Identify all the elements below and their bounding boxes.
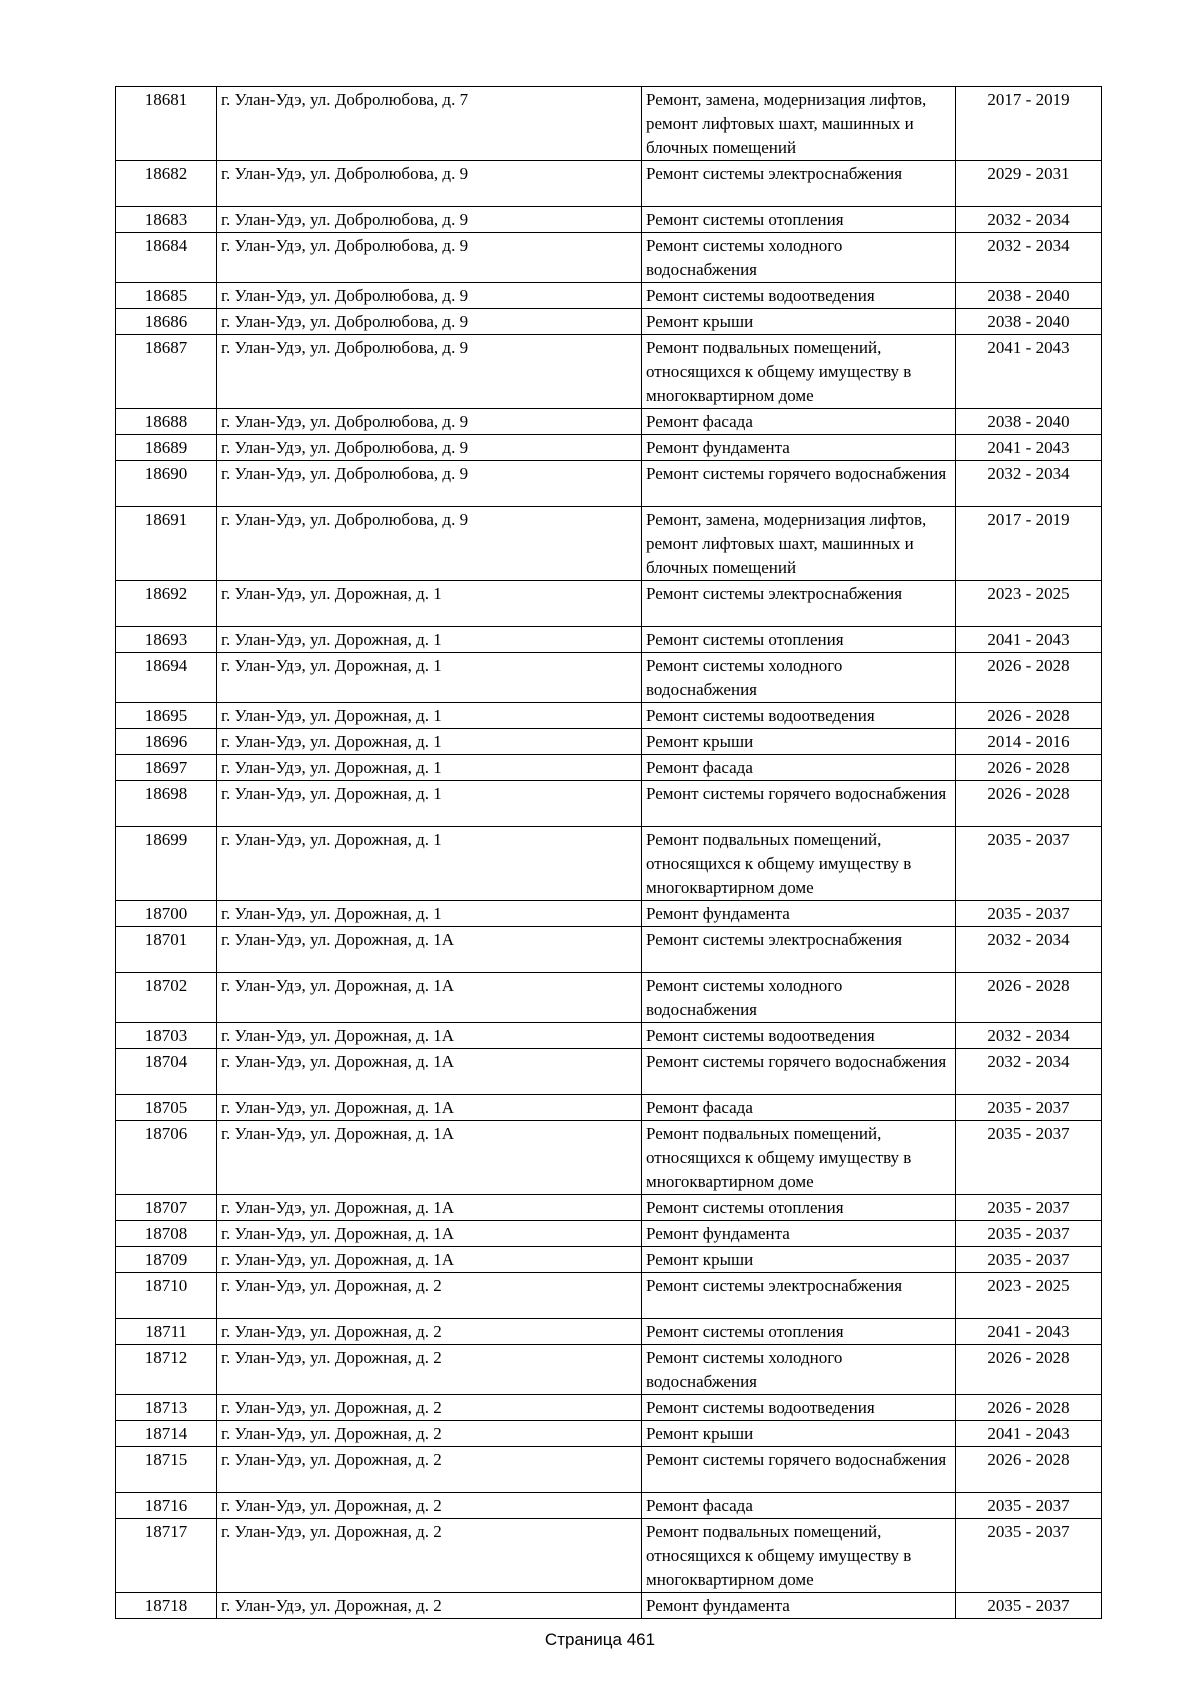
period-cell: 2035 - 2037 [956, 1095, 1102, 1121]
row-number-cell: 18703 [116, 1023, 217, 1049]
row-number-cell: 18716 [116, 1493, 217, 1519]
work-type-cell: Ремонт системы электроснабжения [642, 161, 956, 207]
work-type-cell: Ремонт подвальных помещений, относящихся к общему имуществу в многоквартирном доме [642, 1519, 956, 1593]
row-number-cell: 18685 [116, 283, 217, 309]
table-row [116, 283, 1102, 309]
row-number-cell: 18707 [116, 1195, 217, 1221]
address-cell: г. Улан-Удэ, ул. Дорожная, д. 1А [217, 1121, 642, 1195]
address-cell: г. Улан-Удэ, ул. Дорожная, д. 1А [217, 1247, 642, 1273]
period-cell: 2032 - 2034 [956, 1049, 1102, 1095]
work-type-cell: Ремонт системы горячего водоснабжения [642, 781, 956, 827]
row-number-cell: 18718 [116, 1593, 217, 1619]
period-cell: 2035 - 2037 [956, 1221, 1102, 1247]
address-cell: г. Улан-Удэ, ул. Дорожная, д. 2 [217, 1319, 642, 1345]
address-cell: г. Улан-Удэ, ул. Дорожная, д. 2 [217, 1519, 642, 1593]
table-row [116, 335, 1102, 409]
period-cell: 2017 - 2019 [956, 507, 1102, 581]
table-row [116, 1493, 1102, 1519]
address-cell: г. Улан-Удэ, ул. Добролюбова, д. 9 [217, 161, 642, 207]
address-cell: г. Улан-Удэ, ул. Дорожная, д. 1 [217, 729, 642, 755]
address-cell: г. Улан-Удэ, ул. Добролюбова, д. 9 [217, 507, 642, 581]
row-number-cell: 18681 [116, 87, 217, 161]
row-number-cell: 18698 [116, 781, 217, 827]
period-cell: 2032 - 2034 [956, 927, 1102, 973]
table-row [116, 827, 1102, 901]
period-cell: 2032 - 2034 [956, 207, 1102, 233]
period-cell: 2035 - 2037 [956, 901, 1102, 927]
table-row [116, 1273, 1102, 1319]
work-type-cell: Ремонт фундамента [642, 1221, 956, 1247]
table-row [116, 87, 1102, 161]
table-row [116, 901, 1102, 927]
period-cell: 2035 - 2037 [956, 1195, 1102, 1221]
period-cell: 2035 - 2037 [956, 1247, 1102, 1273]
row-number-cell: 18683 [116, 207, 217, 233]
work-type-cell: Ремонт фасада [642, 755, 956, 781]
row-number-cell: 18710 [116, 1273, 217, 1319]
period-cell: 2026 - 2028 [956, 1345, 1102, 1395]
period-cell: 2041 - 2043 [956, 1421, 1102, 1447]
period-cell: 2023 - 2025 [956, 1273, 1102, 1319]
row-number-cell: 18709 [116, 1247, 217, 1273]
work-type-cell: Ремонт системы водоотведения [642, 283, 956, 309]
table-row [116, 1195, 1102, 1221]
table-row [116, 729, 1102, 755]
page-number-label: Страница 461 [544, 1630, 656, 1649]
address-cell: г. Улан-Удэ, ул. Дорожная, д. 1А [217, 1049, 642, 1095]
work-type-cell: Ремонт системы отопления [642, 1195, 956, 1221]
period-cell: 2026 - 2028 [956, 653, 1102, 703]
table-row [116, 1447, 1102, 1493]
period-cell: 2032 - 2034 [956, 233, 1102, 283]
table-row [116, 1319, 1102, 1345]
work-type-cell: Ремонт системы холодного водоснабжения [642, 1345, 956, 1395]
work-type-cell: Ремонт системы горячего водоснабжения [642, 1049, 956, 1095]
table-row [116, 207, 1102, 233]
period-cell: 2041 - 2043 [956, 627, 1102, 653]
work-type-cell: Ремонт системы водоотведения [642, 1023, 956, 1049]
work-type-cell: Ремонт фундамента [642, 901, 956, 927]
table-row [116, 1395, 1102, 1421]
work-type-cell: Ремонт системы отопления [642, 207, 956, 233]
period-cell: 2029 - 2031 [956, 161, 1102, 207]
table-row [116, 1049, 1102, 1095]
address-cell: г. Улан-Удэ, ул. Дорожная, д. 1А [217, 1023, 642, 1049]
work-type-cell: Ремонт системы отопления [642, 1319, 956, 1345]
address-cell: г. Улан-Удэ, ул. Дорожная, д. 2 [217, 1493, 642, 1519]
address-cell: г. Улан-Удэ, ул. Дорожная, д. 1 [217, 653, 642, 703]
row-number-cell: 18693 [116, 627, 217, 653]
table-row [116, 1247, 1102, 1273]
page-footer [0, 1630, 1200, 1650]
row-number-cell: 18696 [116, 729, 217, 755]
table-row [116, 507, 1102, 581]
row-number-cell: 18717 [116, 1519, 217, 1593]
table-row [116, 233, 1102, 283]
address-cell: г. Улан-Удэ, ул. Добролюбова, д. 9 [217, 309, 642, 335]
work-type-cell: Ремонт фундамента [642, 1593, 956, 1619]
address-cell: г. Улан-Удэ, ул. Дорожная, д. 1А [217, 927, 642, 973]
work-type-cell: Ремонт системы электроснабжения [642, 1273, 956, 1319]
work-type-cell: Ремонт системы горячего водоснабжения [642, 1447, 956, 1493]
table-body [116, 87, 1102, 1619]
period-cell: 2035 - 2037 [956, 1121, 1102, 1195]
period-cell: 2038 - 2040 [956, 409, 1102, 435]
table-row [116, 435, 1102, 461]
work-type-cell: Ремонт фасада [642, 1095, 956, 1121]
period-cell: 2041 - 2043 [956, 335, 1102, 409]
address-cell: г. Улан-Удэ, ул. Дорожная, д. 2 [217, 1447, 642, 1493]
work-type-cell: Ремонт фасада [642, 1493, 956, 1519]
table-row [116, 781, 1102, 827]
table-row [116, 1095, 1102, 1121]
period-cell: 2026 - 2028 [956, 703, 1102, 729]
work-type-cell: Ремонт подвальных помещений, относящихся к общему имуществу в многоквартирном доме [642, 335, 956, 409]
period-cell: 2035 - 2037 [956, 827, 1102, 901]
row-number-cell: 18684 [116, 233, 217, 283]
period-cell: 2026 - 2028 [956, 1447, 1102, 1493]
work-type-cell: Ремонт системы горячего водоснабжения [642, 461, 956, 507]
row-number-cell: 18688 [116, 409, 217, 435]
table-row [116, 1421, 1102, 1447]
address-cell: г. Улан-Удэ, ул. Добролюбова, д. 7 [217, 87, 642, 161]
row-number-cell: 18692 [116, 581, 217, 627]
address-cell: г. Улан-Удэ, ул. Дорожная, д. 1 [217, 827, 642, 901]
address-cell: г. Улан-Удэ, ул. Дорожная, д. 2 [217, 1273, 642, 1319]
row-number-cell: 18695 [116, 703, 217, 729]
table-row [116, 755, 1102, 781]
address-cell: г. Улан-Удэ, ул. Дорожная, д. 1А [217, 1195, 642, 1221]
period-cell: 2026 - 2028 [956, 973, 1102, 1023]
row-number-cell: 18702 [116, 973, 217, 1023]
table-row [116, 581, 1102, 627]
period-cell: 2035 - 2037 [956, 1493, 1102, 1519]
table-row [116, 1121, 1102, 1195]
period-cell: 2035 - 2037 [956, 1593, 1102, 1619]
work-type-cell: Ремонт системы холодного водоснабжения [642, 233, 956, 283]
row-number-cell: 18715 [116, 1447, 217, 1493]
work-type-cell: Ремонт системы водоотведения [642, 703, 956, 729]
period-cell: 2026 - 2028 [956, 1395, 1102, 1421]
table-row [116, 161, 1102, 207]
row-number-cell: 18713 [116, 1395, 217, 1421]
period-cell: 2041 - 2043 [956, 435, 1102, 461]
row-number-cell: 18689 [116, 435, 217, 461]
address-cell: г. Улан-Удэ, ул. Дорожная, д. 2 [217, 1345, 642, 1395]
row-number-cell: 18704 [116, 1049, 217, 1095]
address-cell: г. Улан-Удэ, ул. Дорожная, д. 1А [217, 973, 642, 1023]
row-number-cell: 18701 [116, 927, 217, 973]
address-cell: г. Улан-Удэ, ул. Дорожная, д. 1А [217, 1095, 642, 1121]
row-number-cell: 18690 [116, 461, 217, 507]
work-type-cell: Ремонт, замена, модернизация лифтов, ремонт лифтовых шахт, машинных и блочных помещений [642, 87, 956, 161]
work-type-cell: Ремонт крыши [642, 1247, 956, 1273]
work-type-cell: Ремонт системы электроснабжения [642, 581, 956, 627]
work-type-cell: Ремонт фундамента [642, 435, 956, 461]
period-cell: 2014 - 2016 [956, 729, 1102, 755]
table-row [116, 973, 1102, 1023]
row-number-cell: 18682 [116, 161, 217, 207]
work-type-cell: Ремонт крыши [642, 729, 956, 755]
address-cell: г. Улан-Удэ, ул. Добролюбова, д. 9 [217, 461, 642, 507]
address-cell: г. Улан-Удэ, ул. Добролюбова, д. 9 [217, 283, 642, 309]
table-row [116, 703, 1102, 729]
work-type-cell: Ремонт подвальных помещений, относящихся к общему имуществу в многоквартирном доме [642, 1121, 956, 1195]
address-cell: г. Улан-Удэ, ул. Дорожная, д. 1А [217, 1221, 642, 1247]
period-cell: 2017 - 2019 [956, 87, 1102, 161]
address-cell: г. Улан-Удэ, ул. Добролюбова, д. 9 [217, 409, 642, 435]
work-type-cell: Ремонт системы холодного водоснабжения [642, 653, 956, 703]
row-number-cell: 18708 [116, 1221, 217, 1247]
work-type-cell: Ремонт системы отопления [642, 627, 956, 653]
table-row [116, 1519, 1102, 1593]
document-sheet [115, 86, 1101, 1619]
address-cell: г. Улан-Удэ, ул. Дорожная, д. 1 [217, 755, 642, 781]
table-row [116, 1345, 1102, 1395]
repair-schedule-table [115, 86, 1102, 1619]
table-row [116, 1023, 1102, 1049]
address-cell: г. Улан-Удэ, ул. Добролюбова, д. 9 [217, 435, 642, 461]
row-number-cell: 18714 [116, 1421, 217, 1447]
work-type-cell: Ремонт системы холодного водоснабжения [642, 973, 956, 1023]
period-cell: 2041 - 2043 [956, 1319, 1102, 1345]
address-cell: г. Улан-Удэ, ул. Дорожная, д. 2 [217, 1421, 642, 1447]
work-type-cell: Ремонт крыши [642, 309, 956, 335]
row-number-cell: 18694 [116, 653, 217, 703]
row-number-cell: 18700 [116, 901, 217, 927]
row-number-cell: 18697 [116, 755, 217, 781]
row-number-cell: 18711 [116, 1319, 217, 1345]
period-cell: 2032 - 2034 [956, 1023, 1102, 1049]
period-cell: 2032 - 2034 [956, 461, 1102, 507]
address-cell: г. Улан-Удэ, ул. Добролюбова, д. 9 [217, 335, 642, 409]
address-cell: г. Улан-Удэ, ул. Добролюбова, д. 9 [217, 233, 642, 283]
row-number-cell: 18712 [116, 1345, 217, 1395]
row-number-cell: 18691 [116, 507, 217, 581]
work-type-cell: Ремонт, замена, модернизация лифтов, ремонт лифтовых шахт, машинных и блочных помещений [642, 507, 956, 581]
table-row [116, 309, 1102, 335]
work-type-cell: Ремонт системы водоотведения [642, 1395, 956, 1421]
address-cell: г. Улан-Удэ, ул. Дорожная, д. 2 [217, 1395, 642, 1421]
period-cell: 2038 - 2040 [956, 283, 1102, 309]
period-cell: 2023 - 2025 [956, 581, 1102, 627]
address-cell: г. Улан-Удэ, ул. Дорожная, д. 1 [217, 627, 642, 653]
period-cell: 2038 - 2040 [956, 309, 1102, 335]
row-number-cell: 18686 [116, 309, 217, 335]
row-number-cell: 18705 [116, 1095, 217, 1121]
table-row [116, 409, 1102, 435]
work-type-cell: Ремонт крыши [642, 1421, 956, 1447]
address-cell: г. Улан-Удэ, ул. Добролюбова, д. 9 [217, 207, 642, 233]
period-cell: 2026 - 2028 [956, 781, 1102, 827]
work-type-cell: Ремонт подвальных помещений, относящихся к общему имуществу в многоквартирном доме [642, 827, 956, 901]
table-row [116, 927, 1102, 973]
table-row [116, 1221, 1102, 1247]
address-cell: г. Улан-Удэ, ул. Дорожная, д. 2 [217, 1593, 642, 1619]
table-row [116, 1593, 1102, 1619]
address-cell: г. Улан-Удэ, ул. Дорожная, д. 1 [217, 901, 642, 927]
address-cell: г. Улан-Удэ, ул. Дорожная, д. 1 [217, 781, 642, 827]
row-number-cell: 18706 [116, 1121, 217, 1195]
work-type-cell: Ремонт фасада [642, 409, 956, 435]
table-row [116, 653, 1102, 703]
address-cell: г. Улан-Удэ, ул. Дорожная, д. 1 [217, 581, 642, 627]
period-cell: 2026 - 2028 [956, 755, 1102, 781]
table-row [116, 461, 1102, 507]
row-number-cell: 18699 [116, 827, 217, 901]
work-type-cell: Ремонт системы электроснабжения [642, 927, 956, 973]
table-row [116, 627, 1102, 653]
row-number-cell: 18687 [116, 335, 217, 409]
period-cell: 2035 - 2037 [956, 1519, 1102, 1593]
address-cell: г. Улан-Удэ, ул. Дорожная, д. 1 [217, 703, 642, 729]
